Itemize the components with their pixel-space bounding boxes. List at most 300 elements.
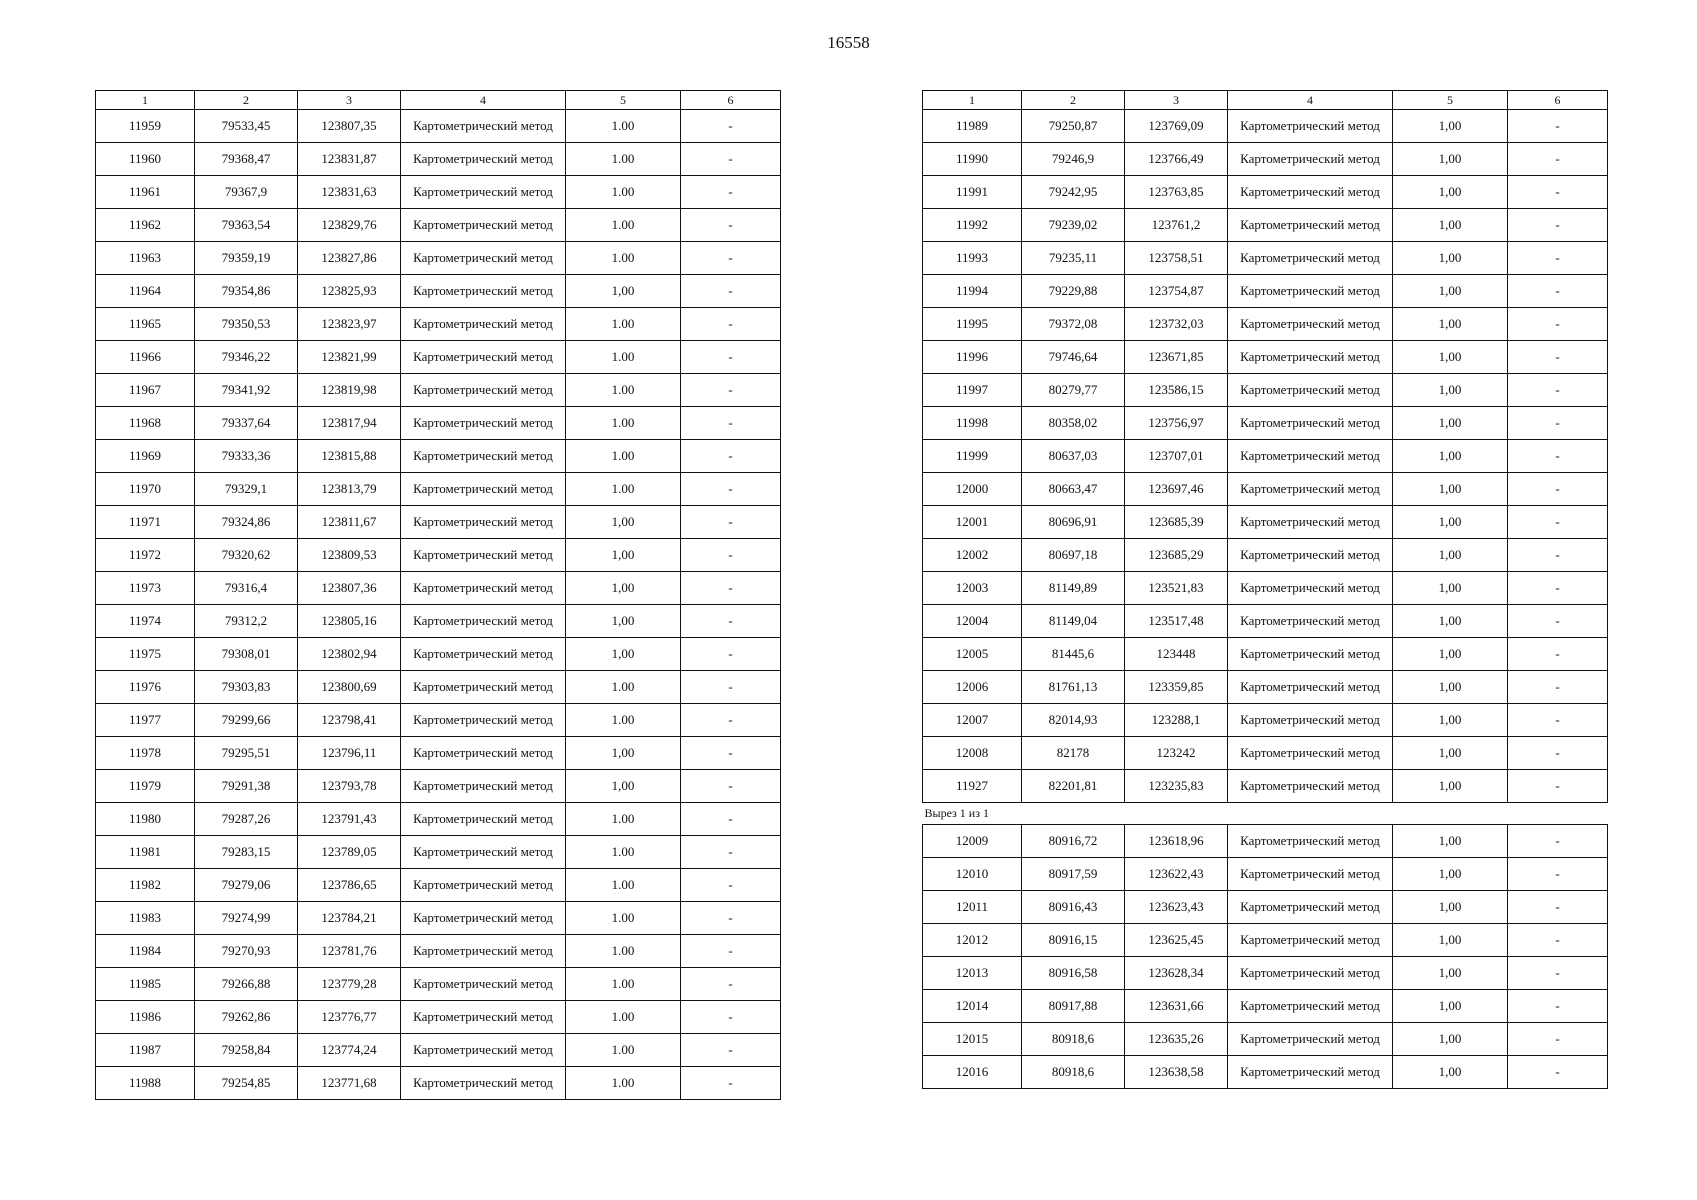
point-number-cell: 11980 xyxy=(96,803,195,836)
table-row xyxy=(923,924,1608,957)
y-coordinate-cell: 123754,87 xyxy=(1125,275,1228,308)
table-row xyxy=(923,407,1608,440)
x-coordinate-cell: 80916,43 xyxy=(1022,891,1125,924)
point-number-cell: 12004 xyxy=(923,605,1022,638)
y-coordinate-cell: 123811,67 xyxy=(298,506,401,539)
x-coordinate-cell: 82014,93 xyxy=(1022,704,1125,737)
point-number-cell: 11971 xyxy=(96,506,195,539)
point-number-cell: 11993 xyxy=(923,242,1022,275)
x-coordinate-cell: 79350,53 xyxy=(195,308,298,341)
point-number-cell: 11985 xyxy=(96,968,195,1001)
method-cell: Картометрический метод xyxy=(401,506,566,539)
accuracy-cell: 1.00 xyxy=(566,374,681,407)
accuracy-cell: 1.00 xyxy=(566,902,681,935)
description-cell: - xyxy=(681,341,781,374)
table-row xyxy=(923,1056,1608,1089)
method-cell: Картометрический метод xyxy=(1228,1023,1393,1056)
accuracy-cell: 1,00 xyxy=(566,605,681,638)
point-number-cell: 11964 xyxy=(96,275,195,308)
y-coordinate-cell: 123829,76 xyxy=(298,209,401,242)
point-number-cell: 12003 xyxy=(923,572,1022,605)
table-row xyxy=(96,836,781,869)
table-row xyxy=(96,242,781,275)
point-number-cell: 11968 xyxy=(96,407,195,440)
point-number-cell: 11981 xyxy=(96,836,195,869)
table-row xyxy=(923,891,1608,924)
y-coordinate-cell: 123807,35 xyxy=(298,110,401,143)
y-coordinate-cell: 123789,05 xyxy=(298,836,401,869)
description-cell: - xyxy=(681,1001,781,1034)
y-coordinate-cell: 123831,87 xyxy=(298,143,401,176)
column-header-4: 4 xyxy=(1228,91,1393,110)
method-cell: Картометрический метод xyxy=(1228,407,1393,440)
table-row xyxy=(96,143,781,176)
x-coordinate-cell: 79250,87 xyxy=(1022,110,1125,143)
method-cell: Картометрический метод xyxy=(401,704,566,737)
accuracy-cell: 1,00 xyxy=(1393,440,1508,473)
method-cell: Картометрический метод xyxy=(401,209,566,242)
x-coordinate-cell: 79746,64 xyxy=(1022,341,1125,374)
table-row xyxy=(923,539,1608,572)
accuracy-cell: 1,00 xyxy=(566,737,681,770)
table-header-row xyxy=(923,91,1608,110)
accuracy-cell: 1.00 xyxy=(566,473,681,506)
method-cell: Картометрический метод xyxy=(1228,440,1393,473)
table-row xyxy=(923,1023,1608,1056)
point-number-cell: 11967 xyxy=(96,374,195,407)
description-cell: - xyxy=(681,869,781,902)
description-cell: - xyxy=(681,1034,781,1067)
point-number-cell: 12000 xyxy=(923,473,1022,506)
accuracy-cell: 1,00 xyxy=(1393,308,1508,341)
x-coordinate-cell: 81149,04 xyxy=(1022,605,1125,638)
description-cell: - xyxy=(1508,308,1608,341)
accuracy-cell: 1.00 xyxy=(566,968,681,1001)
x-coordinate-cell: 79363,54 xyxy=(195,209,298,242)
accuracy-cell: 1.00 xyxy=(566,671,681,704)
point-number-cell: 11987 xyxy=(96,1034,195,1067)
x-coordinate-cell: 79337,64 xyxy=(195,407,298,440)
y-coordinate-cell: 123774,24 xyxy=(298,1034,401,1067)
point-number-cell: 12013 xyxy=(923,957,1022,990)
x-coordinate-cell: 80358,02 xyxy=(1022,407,1125,440)
description-cell: - xyxy=(681,110,781,143)
description-cell: - xyxy=(681,209,781,242)
section-label: Вырез 1 из 1 xyxy=(923,803,1608,825)
x-coordinate-cell: 79316,4 xyxy=(195,572,298,605)
method-cell: Картометрический метод xyxy=(401,473,566,506)
method-cell: Картометрический метод xyxy=(1228,858,1393,891)
method-cell: Картометрический метод xyxy=(401,836,566,869)
y-coordinate-cell: 123697,46 xyxy=(1125,473,1228,506)
method-cell: Картометрический метод xyxy=(1228,374,1393,407)
description-cell: - xyxy=(1508,891,1608,924)
table-row xyxy=(923,638,1608,671)
description-cell: - xyxy=(681,143,781,176)
table-row xyxy=(923,473,1608,506)
description-cell: - xyxy=(1508,341,1608,374)
method-cell: Картометрический метод xyxy=(1228,737,1393,770)
point-number-cell: 11983 xyxy=(96,902,195,935)
method-cell: Картометрический метод xyxy=(401,440,566,473)
y-coordinate-cell: 123242 xyxy=(1125,737,1228,770)
x-coordinate-cell: 80279,77 xyxy=(1022,374,1125,407)
y-coordinate-cell: 123825,93 xyxy=(298,275,401,308)
description-cell: - xyxy=(681,242,781,275)
point-number-cell: 12014 xyxy=(923,990,1022,1023)
table-row xyxy=(96,341,781,374)
y-coordinate-cell: 123685,39 xyxy=(1125,506,1228,539)
y-coordinate-cell: 123776,77 xyxy=(298,1001,401,1034)
description-cell: - xyxy=(1508,1056,1608,1089)
y-coordinate-cell: 123819,98 xyxy=(298,374,401,407)
y-coordinate-cell: 123771,68 xyxy=(298,1067,401,1100)
x-coordinate-cell: 79303,83 xyxy=(195,671,298,704)
point-number-cell: 12010 xyxy=(923,858,1022,891)
point-number-cell: 12002 xyxy=(923,539,1022,572)
description-cell: - xyxy=(1508,110,1608,143)
table-row xyxy=(96,1067,781,1100)
table-row xyxy=(923,737,1608,770)
page-number: 16558 xyxy=(827,33,870,52)
y-coordinate-cell: 123622,43 xyxy=(1125,858,1228,891)
accuracy-cell: 1,00 xyxy=(1393,209,1508,242)
x-coordinate-cell: 79346,22 xyxy=(195,341,298,374)
column-header-2: 2 xyxy=(1022,91,1125,110)
accuracy-cell: 1,00 xyxy=(566,506,681,539)
section-label-row xyxy=(923,803,1608,825)
accuracy-cell: 1,00 xyxy=(1393,275,1508,308)
y-coordinate-cell: 123821,99 xyxy=(298,341,401,374)
table-row xyxy=(96,1034,781,1067)
accuracy-cell: 1,00 xyxy=(1393,671,1508,704)
description-cell: - xyxy=(1508,957,1608,990)
description-cell: - xyxy=(681,605,781,638)
accuracy-cell: 1,00 xyxy=(1393,242,1508,275)
table-row xyxy=(923,957,1608,990)
description-cell: - xyxy=(681,836,781,869)
table-row xyxy=(96,770,781,803)
table-row xyxy=(923,440,1608,473)
description-cell: - xyxy=(681,902,781,935)
table-row xyxy=(96,869,781,902)
table-row xyxy=(923,176,1608,209)
y-coordinate-cell: 123791,43 xyxy=(298,803,401,836)
accuracy-cell: 1.00 xyxy=(566,1067,681,1100)
description-cell: - xyxy=(1508,572,1608,605)
accuracy-cell: 1.00 xyxy=(566,836,681,869)
table-row xyxy=(923,770,1608,803)
description-cell: - xyxy=(681,374,781,407)
point-number-cell: 11994 xyxy=(923,275,1022,308)
description-cell: - xyxy=(1508,770,1608,803)
method-cell: Картометрический метод xyxy=(401,407,566,440)
table-row xyxy=(96,110,781,143)
accuracy-cell: 1.00 xyxy=(566,803,681,836)
x-coordinate-cell: 80916,58 xyxy=(1022,957,1125,990)
x-coordinate-cell: 80637,03 xyxy=(1022,440,1125,473)
x-coordinate-cell: 80916,72 xyxy=(1022,825,1125,858)
x-coordinate-cell: 79279,06 xyxy=(195,869,298,902)
table-row xyxy=(923,242,1608,275)
x-coordinate-cell: 81761,13 xyxy=(1022,671,1125,704)
y-coordinate-cell: 123796,11 xyxy=(298,737,401,770)
accuracy-cell: 1.00 xyxy=(566,341,681,374)
method-cell: Картометрический метод xyxy=(401,737,566,770)
accuracy-cell: 1,00 xyxy=(1393,374,1508,407)
y-coordinate-cell: 123671,85 xyxy=(1125,341,1228,374)
y-coordinate-cell: 123766,49 xyxy=(1125,143,1228,176)
y-coordinate-cell: 123761,2 xyxy=(1125,209,1228,242)
point-number-cell: 11986 xyxy=(96,1001,195,1034)
accuracy-cell: 1.00 xyxy=(566,869,681,902)
method-cell: Картометрический метод xyxy=(401,605,566,638)
method-cell: Картометрический метод xyxy=(1228,110,1393,143)
method-cell: Картометрический метод xyxy=(1228,1056,1393,1089)
column-header-6: 6 xyxy=(681,91,781,110)
y-coordinate-cell: 123628,34 xyxy=(1125,957,1228,990)
accuracy-cell: 1,00 xyxy=(1393,990,1508,1023)
column-header-3: 3 xyxy=(298,91,401,110)
table-row xyxy=(96,539,781,572)
point-number-cell: 12016 xyxy=(923,1056,1022,1089)
table-row xyxy=(96,374,781,407)
description-cell: - xyxy=(681,1067,781,1100)
x-coordinate-cell: 79270,93 xyxy=(195,935,298,968)
accuracy-cell: 1,00 xyxy=(1393,704,1508,737)
method-cell: Картометрический метод xyxy=(1228,638,1393,671)
table-row xyxy=(923,374,1608,407)
y-coordinate-cell: 123786,65 xyxy=(298,869,401,902)
accuracy-cell: 1,00 xyxy=(1393,143,1508,176)
x-coordinate-cell: 80917,59 xyxy=(1022,858,1125,891)
x-coordinate-cell: 79354,86 xyxy=(195,275,298,308)
y-coordinate-cell: 123586,15 xyxy=(1125,374,1228,407)
point-number-cell: 11992 xyxy=(923,209,1022,242)
x-coordinate-cell: 79308,01 xyxy=(195,638,298,671)
point-number-cell: 11998 xyxy=(923,407,1022,440)
point-number-cell: 11972 xyxy=(96,539,195,572)
y-coordinate-cell: 123359,85 xyxy=(1125,671,1228,704)
point-number-cell: 11982 xyxy=(96,869,195,902)
x-coordinate-cell: 80918,6 xyxy=(1022,1023,1125,1056)
y-coordinate-cell: 123809,53 xyxy=(298,539,401,572)
accuracy-cell: 1,00 xyxy=(1393,1023,1508,1056)
table-row xyxy=(96,1001,781,1034)
description-cell: - xyxy=(681,506,781,539)
table-row xyxy=(923,341,1608,374)
method-cell: Картометрический метод xyxy=(401,935,566,968)
table-row xyxy=(923,704,1608,737)
point-number-cell: 11974 xyxy=(96,605,195,638)
point-number-cell: 11927 xyxy=(923,770,1022,803)
method-cell: Картометрический метод xyxy=(1228,176,1393,209)
point-number-cell: 11984 xyxy=(96,935,195,968)
y-coordinate-cell: 123815,88 xyxy=(298,440,401,473)
description-cell: - xyxy=(681,935,781,968)
description-cell: - xyxy=(681,803,781,836)
y-coordinate-cell: 123813,79 xyxy=(298,473,401,506)
accuracy-cell: 1.00 xyxy=(566,1034,681,1067)
method-cell: Картометрический метод xyxy=(401,1034,566,1067)
x-coordinate-cell: 79299,66 xyxy=(195,704,298,737)
method-cell: Картометрический метод xyxy=(401,242,566,275)
point-number-cell: 11975 xyxy=(96,638,195,671)
description-cell: - xyxy=(681,770,781,803)
description-cell: - xyxy=(1508,858,1608,891)
table-row xyxy=(96,605,781,638)
table-row xyxy=(96,308,781,341)
accuracy-cell: 1,00 xyxy=(1393,539,1508,572)
y-coordinate-cell: 123831,63 xyxy=(298,176,401,209)
method-cell: Картометрический метод xyxy=(401,1067,566,1100)
accuracy-cell: 1,00 xyxy=(1393,176,1508,209)
description-cell: - xyxy=(681,638,781,671)
point-number-cell: 11977 xyxy=(96,704,195,737)
description-cell: - xyxy=(1508,374,1608,407)
method-cell: Картометрический метод xyxy=(401,341,566,374)
coordinates-table-left xyxy=(95,90,781,1100)
point-number-cell: 12001 xyxy=(923,506,1022,539)
table-row xyxy=(96,638,781,671)
point-number-cell: 11988 xyxy=(96,1067,195,1100)
point-number-cell: 11966 xyxy=(96,341,195,374)
description-cell: - xyxy=(681,473,781,506)
x-coordinate-cell: 81445,6 xyxy=(1022,638,1125,671)
x-coordinate-cell: 79235,11 xyxy=(1022,242,1125,275)
y-coordinate-cell: 123625,45 xyxy=(1125,924,1228,957)
method-cell: Картометрический метод xyxy=(401,572,566,605)
accuracy-cell: 1.00 xyxy=(566,209,681,242)
table-row xyxy=(923,275,1608,308)
table-row xyxy=(96,704,781,737)
x-coordinate-cell: 79312,2 xyxy=(195,605,298,638)
point-number-cell: 12011 xyxy=(923,891,1022,924)
column-header-6: 6 xyxy=(1508,91,1608,110)
y-coordinate-cell: 123779,28 xyxy=(298,968,401,1001)
y-coordinate-cell: 123784,21 xyxy=(298,902,401,935)
description-cell: - xyxy=(1508,924,1608,957)
x-coordinate-cell: 79329,1 xyxy=(195,473,298,506)
y-coordinate-cell: 123769,09 xyxy=(1125,110,1228,143)
description-cell: - xyxy=(1508,440,1608,473)
y-coordinate-cell: 123631,66 xyxy=(1125,990,1228,1023)
x-coordinate-cell: 79359,19 xyxy=(195,242,298,275)
table-row xyxy=(923,506,1608,539)
method-cell: Картометрический метод xyxy=(1228,572,1393,605)
table-row xyxy=(96,506,781,539)
y-coordinate-cell: 123732,03 xyxy=(1125,308,1228,341)
table-row xyxy=(96,407,781,440)
method-cell: Картометрический метод xyxy=(1228,209,1393,242)
method-cell: Картометрический метод xyxy=(401,968,566,1001)
accuracy-cell: 1.00 xyxy=(566,143,681,176)
description-cell: - xyxy=(1508,825,1608,858)
point-number-cell: 12015 xyxy=(923,1023,1022,1056)
description-cell: - xyxy=(681,275,781,308)
x-coordinate-cell: 81149,89 xyxy=(1022,572,1125,605)
description-cell: - xyxy=(1508,242,1608,275)
point-number-cell: 11961 xyxy=(96,176,195,209)
table-row xyxy=(923,825,1608,858)
point-number-cell: 11973 xyxy=(96,572,195,605)
point-number-cell: 11995 xyxy=(923,308,1022,341)
method-cell: Картометрический метод xyxy=(401,869,566,902)
y-coordinate-cell: 123793,78 xyxy=(298,770,401,803)
point-number-cell: 11959 xyxy=(96,110,195,143)
method-cell: Картометрический метод xyxy=(401,275,566,308)
description-cell: - xyxy=(1508,638,1608,671)
y-coordinate-cell: 123638,58 xyxy=(1125,1056,1228,1089)
description-cell: - xyxy=(1508,176,1608,209)
x-coordinate-cell: 80916,15 xyxy=(1022,924,1125,957)
x-coordinate-cell: 79372,08 xyxy=(1022,308,1125,341)
table-row xyxy=(923,671,1608,704)
table-header-row xyxy=(96,91,781,110)
point-number-cell: 11990 xyxy=(923,143,1022,176)
description-cell: - xyxy=(681,572,781,605)
x-coordinate-cell: 82201,81 xyxy=(1022,770,1125,803)
y-coordinate-cell: 123448 xyxy=(1125,638,1228,671)
description-cell: - xyxy=(681,440,781,473)
description-cell: - xyxy=(681,308,781,341)
y-coordinate-cell: 123781,76 xyxy=(298,935,401,968)
x-coordinate-cell: 80917,88 xyxy=(1022,990,1125,1023)
method-cell: Картометрический метод xyxy=(401,110,566,143)
accuracy-cell: 1,00 xyxy=(566,275,681,308)
accuracy-cell: 1,00 xyxy=(1393,572,1508,605)
accuracy-cell: 1.00 xyxy=(566,935,681,968)
method-cell: Картометрический метод xyxy=(1228,605,1393,638)
method-cell: Картометрический метод xyxy=(1228,275,1393,308)
method-cell: Картометрический метод xyxy=(401,770,566,803)
table-row xyxy=(923,143,1608,176)
x-coordinate-cell: 79324,86 xyxy=(195,506,298,539)
y-coordinate-cell: 123288,1 xyxy=(1125,704,1228,737)
method-cell: Картометрический метод xyxy=(1228,308,1393,341)
y-coordinate-cell: 123763,85 xyxy=(1125,176,1228,209)
table-row xyxy=(96,572,781,605)
table-row xyxy=(923,308,1608,341)
column-header-3: 3 xyxy=(1125,91,1228,110)
x-coordinate-cell: 79262,86 xyxy=(195,1001,298,1034)
method-cell: Картометрический метод xyxy=(1228,825,1393,858)
method-cell: Картометрический метод xyxy=(401,1001,566,1034)
accuracy-cell: 1.00 xyxy=(566,440,681,473)
table-row xyxy=(923,209,1608,242)
accuracy-cell: 1,00 xyxy=(1393,506,1508,539)
table-row xyxy=(96,209,781,242)
accuracy-cell: 1,00 xyxy=(1393,1056,1508,1089)
method-cell: Картометрический метод xyxy=(1228,671,1393,704)
accuracy-cell: 1.00 xyxy=(566,1001,681,1034)
accuracy-cell: 1,00 xyxy=(1393,638,1508,671)
y-coordinate-cell: 123521,83 xyxy=(1125,572,1228,605)
accuracy-cell: 1,00 xyxy=(1393,924,1508,957)
y-coordinate-cell: 123817,94 xyxy=(298,407,401,440)
method-cell: Картометрический метод xyxy=(1228,473,1393,506)
method-cell: Картометрический метод xyxy=(1228,539,1393,572)
table-row xyxy=(923,858,1608,891)
y-coordinate-cell: 123800,69 xyxy=(298,671,401,704)
description-cell: - xyxy=(1508,473,1608,506)
description-cell: - xyxy=(1508,1023,1608,1056)
x-coordinate-cell: 79239,02 xyxy=(1022,209,1125,242)
description-cell: - xyxy=(1508,506,1608,539)
point-number-cell: 11979 xyxy=(96,770,195,803)
accuracy-cell: 1,00 xyxy=(1393,473,1508,506)
point-number-cell: 11997 xyxy=(923,374,1022,407)
